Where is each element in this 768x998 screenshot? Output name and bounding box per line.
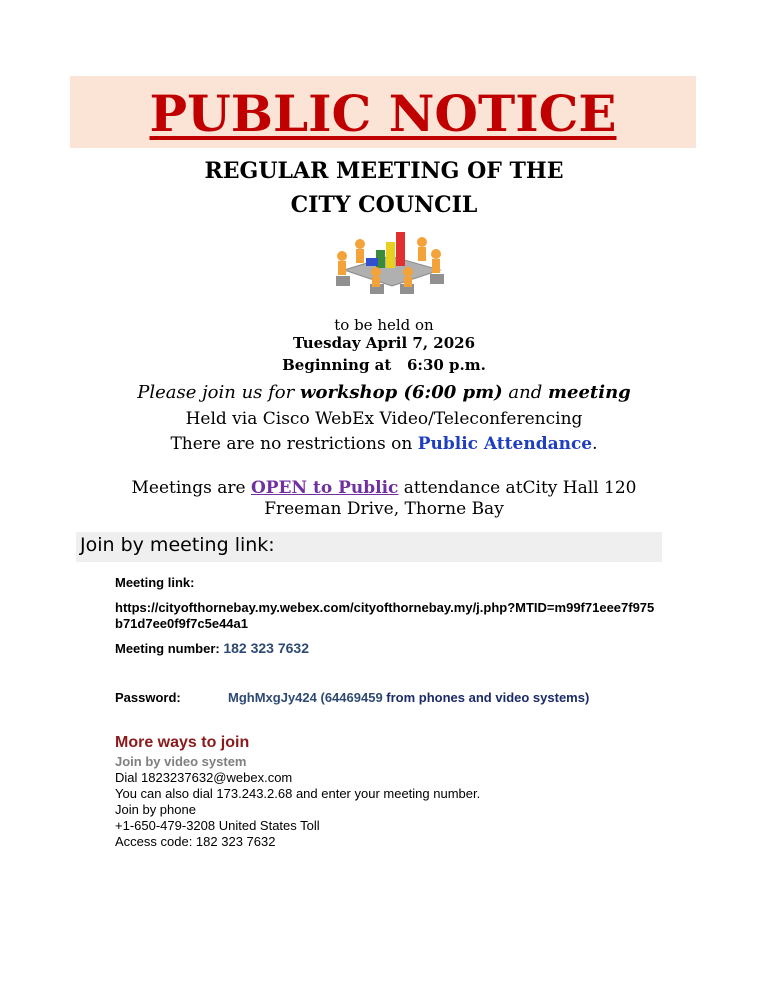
video-also-dial-text: You can also dial 173.243.2.68 and enter your meeting number.	[115, 786, 481, 801]
more-ways-title: More ways to join	[115, 734, 250, 751]
meeting-table-icon	[330, 226, 450, 300]
meeting-link[interactable]: https://cityofthornebay.my.webex.com/cityofthornebay.my/j.php?MTID=m99f71eee7f975 b71d7ee0f9f7c5e44a1	[115, 600, 655, 631]
notice-banner	[70, 76, 696, 148]
access-code: Access code: 182 323 7632	[115, 834, 276, 849]
held-via-text: Held via Cisco WebEx Video/Teleconferencing	[185, 409, 583, 429]
address-text: Freeman Drive, Thorne Bay	[264, 499, 504, 519]
phone-number: +1-650-479-3208 United States Toll	[115, 818, 320, 833]
password-value: MghMxgJy424 (64469459 from phones and video systems)	[228, 690, 590, 705]
meeting-time: Beginning at 6:30 p.m.	[282, 356, 486, 374]
join-section-title: Join by meeting link:	[80, 534, 275, 556]
meeting-number: Meeting number: 182 323 7632	[115, 640, 309, 656]
meeting-heading-line1: REGULAR MEETING OF THE	[204, 158, 564, 184]
open-to-public-text: Meetings are OPEN to Public attendance atCity Hall 120	[131, 478, 637, 498]
page-title: PUBLIC NOTICE	[149, 84, 617, 143]
meeting-heading-line2: CITY COUNCIL	[290, 192, 478, 218]
join-section-header	[76, 532, 662, 562]
restrictions-text: There are no restrictions on Public Attendance.	[170, 434, 598, 454]
password-label: Password:	[115, 690, 181, 705]
invite-line: Please join us for workshop (6:00 pm) and meeting	[137, 382, 631, 403]
meeting-link-label: Meeting link:	[115, 575, 195, 590]
meeting-date: Tuesday April 7, 2026	[292, 334, 476, 352]
phone-heading: Join by phone	[115, 802, 196, 817]
video-dial-text: Dial 1823237632@webex.com	[115, 770, 293, 785]
video-system-heading: Join by video system	[115, 754, 247, 769]
held-on-text: to be held on	[334, 316, 434, 334]
open-to-public-link[interactable]: OPEN to Public	[250, 478, 399, 498]
